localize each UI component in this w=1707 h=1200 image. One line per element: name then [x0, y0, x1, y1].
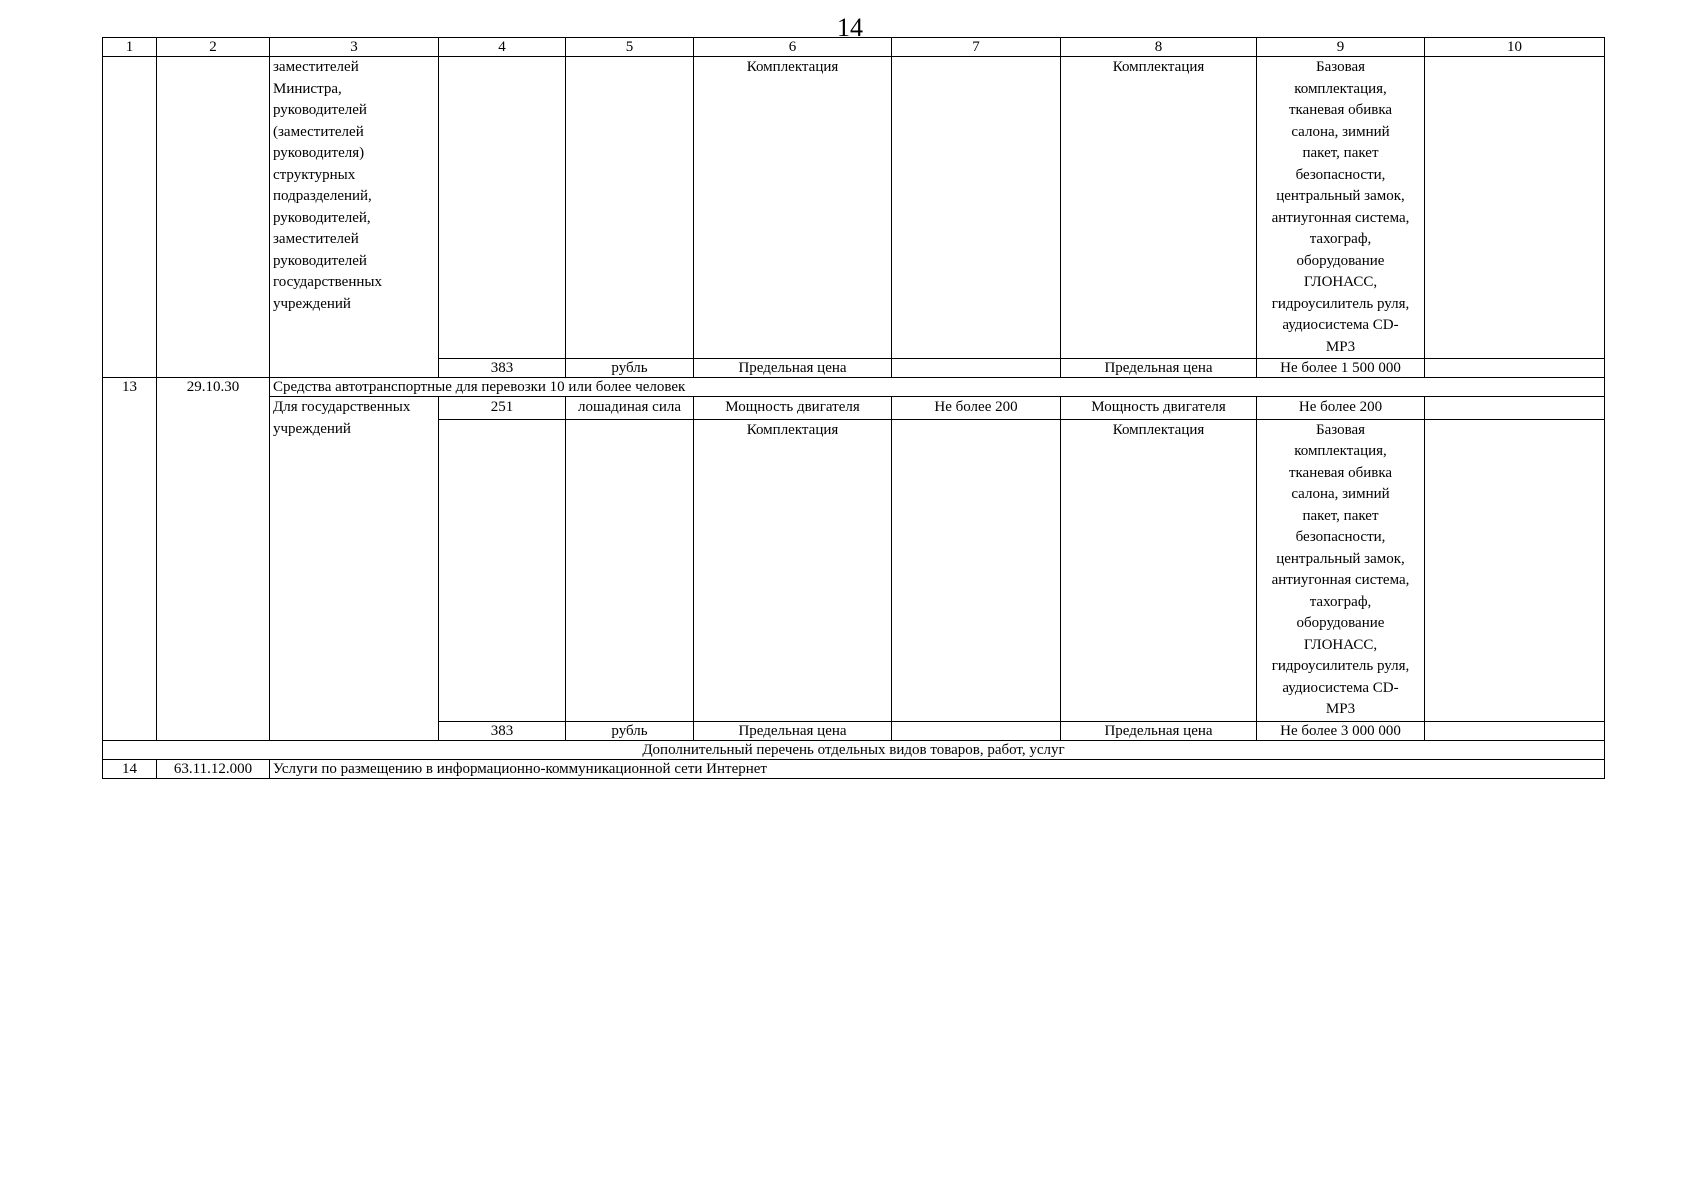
value-line: Базовая [1315, 59, 1366, 75]
category-line: заместителей [273, 59, 359, 75]
value-line: антиугонная система, [1271, 572, 1410, 588]
unit-code: 383 [439, 721, 566, 740]
category-line: руководителей, [273, 209, 371, 226]
value-line: центральный замок, [1276, 188, 1405, 204]
row-13-header [103, 378, 1605, 397]
unit-code-cell [439, 57, 566, 359]
row-number: 13 [103, 378, 157, 741]
unit-name: рубль [566, 721, 694, 740]
column-number: 2 [157, 38, 270, 57]
characteristic-value-cell [892, 359, 1061, 378]
column-number: 1 [103, 38, 157, 57]
value-line: тахограф, [1309, 231, 1372, 247]
row-12-num-cell [103, 57, 157, 378]
value-line: ГЛОНАСС, [1303, 636, 1378, 653]
row-14 [103, 759, 1605, 778]
characteristic-value [1257, 419, 1425, 721]
category-line: структурных [273, 166, 356, 183]
column-number: 10 [1425, 38, 1605, 57]
item-title: Средства автотранспортные для перевозки 10 или более человек [270, 378, 1605, 397]
value-line: оборудование [1296, 252, 1385, 269]
unit-code: 383 [439, 359, 566, 378]
row-13-category-cell [270, 397, 439, 741]
value-line: гидроусилитель руля, [1271, 658, 1410, 674]
value-line: пакет, пакет [1302, 145, 1379, 161]
characteristic-value: Не более 200 [1257, 397, 1425, 420]
column-number: 3 [270, 38, 439, 57]
characteristic-name: Предельная цена [694, 721, 892, 740]
okpd-code: 29.10.30 [157, 378, 270, 741]
characteristic-value-cell [892, 57, 1061, 359]
characteristic-name: Комплектация [1061, 57, 1257, 359]
value-line: салона, зимний [1291, 486, 1390, 502]
unit-code-cell [439, 419, 566, 721]
value-line: MP3 [1325, 701, 1356, 717]
column-number: 6 [694, 38, 892, 57]
value-line: тканевая обивка [1288, 464, 1393, 481]
row-number: 14 [103, 759, 157, 778]
characteristic-value-cell [892, 721, 1061, 740]
characteristic-name: Комплектация [1061, 419, 1257, 721]
category-line: руководителя) [273, 145, 365, 161]
characteristic-name: Предельная цена [1061, 721, 1257, 740]
value-line: комплектация, [1294, 443, 1387, 459]
notes-cell [1425, 57, 1605, 359]
value-line: гидроусилитель руля, [1271, 295, 1410, 312]
characteristic-value: Не более 200 [892, 397, 1061, 420]
characteristic-value [1257, 57, 1425, 359]
category-line: Министра, [273, 80, 342, 97]
value-line: безопасности, [1295, 529, 1386, 545]
row-12-category-cell [270, 57, 439, 378]
value-line: центральный замок, [1276, 550, 1405, 567]
value-line: аудиосистема CD- [1282, 317, 1399, 333]
item-title: Услуги по размещению в информационно-коммуникационной сети Интернет [270, 759, 1605, 778]
column-number: 9 [1257, 38, 1425, 57]
column-number: 8 [1061, 38, 1257, 57]
unit-name: рубль [566, 359, 694, 378]
characteristic-name: Комплектация [694, 419, 892, 721]
value-line: тканевая обивка [1288, 102, 1393, 118]
characteristic-value-cell [892, 419, 1061, 721]
characteristic-value: Не более 1 500 000 [1257, 359, 1425, 378]
category-line: учреждений [273, 295, 351, 312]
page-number: 14 [837, 13, 863, 42]
okpd-code: 63.11.12.000 [157, 759, 270, 778]
category-line: подразделений, [273, 188, 372, 204]
row-12-code-cell [157, 57, 270, 378]
category-line: заместителей [273, 231, 359, 247]
section-title: Дополнительный перечень отдельных видов товаров, работ, услуг [103, 740, 1605, 759]
value-line: MP3 [1325, 338, 1356, 355]
value-line: ГЛОНАСС, [1303, 274, 1378, 290]
category-line: руководителей [273, 102, 367, 118]
category-line: руководителей [273, 252, 367, 269]
unit-name-cell [566, 419, 694, 721]
value-line: тахограф, [1309, 593, 1372, 610]
category-line: государственных [273, 274, 382, 290]
category-line: (заместителей [273, 123, 364, 140]
characteristic-name: Предельная цена [1061, 359, 1257, 378]
characteristic-name: Предельная цена [694, 359, 892, 378]
notes-cell [1425, 419, 1605, 721]
characteristic-name: Комплектация [694, 57, 892, 359]
value-line: антиугонная система, [1271, 209, 1410, 226]
value-line: аудиосистема CD- [1282, 679, 1399, 696]
column-number: 4 [439, 38, 566, 57]
value-line: комплектация, [1294, 80, 1387, 97]
notes-cell [1425, 397, 1605, 420]
value-line: пакет, пакет [1302, 507, 1379, 524]
notes-cell [1425, 359, 1605, 378]
row-13-power [103, 397, 1605, 420]
column-number-row [103, 38, 1605, 57]
value-line: оборудование [1296, 615, 1385, 631]
characteristic-value: Не более 3 000 000 [1257, 721, 1425, 740]
characteristic-name: Мощность двигателя [694, 397, 892, 420]
items-table [102, 37, 1605, 779]
column-number: 7 [892, 38, 1061, 57]
unit-code: 251 [439, 397, 566, 420]
characteristic-name: Мощность двигателя [1061, 397, 1257, 420]
row-12-equipment [103, 57, 1605, 359]
category-line: учреждений [273, 420, 351, 437]
value-line: Базовая [1315, 421, 1366, 438]
section-row [103, 740, 1605, 759]
notes-cell [1425, 721, 1605, 740]
unit-name-cell [566, 57, 694, 359]
column-number: 5 [566, 38, 694, 57]
value-line: безопасности, [1295, 166, 1386, 183]
category-line: Для государственных [273, 399, 411, 415]
value-line: салона, зимний [1291, 123, 1390, 140]
unit-name: лошадиная сила [566, 397, 694, 420]
